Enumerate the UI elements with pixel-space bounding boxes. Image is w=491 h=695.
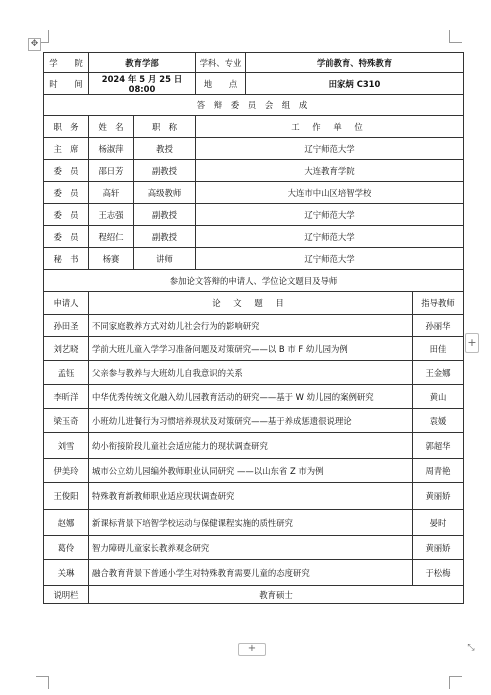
- applicants-col-thesis: 论 文 题 目: [89, 292, 413, 315]
- applicant-name[interactable]: 伊美玲: [44, 459, 89, 483]
- page-corner-mark-bottom-right: [449, 676, 462, 689]
- member-role[interactable]: 主 席: [44, 138, 89, 160]
- applicant-advisor[interactable]: 黄丽娇: [413, 536, 464, 560]
- member-unit[interactable]: 辽宁师范大学: [196, 226, 464, 248]
- applicant-name[interactable]: 葛伶: [44, 536, 89, 560]
- applicant-row: [44, 337, 464, 361]
- applicant-row: [44, 315, 464, 337]
- member-title[interactable]: 高级教师: [134, 182, 196, 204]
- committee-member-row: [44, 138, 464, 160]
- applicant-row: [44, 459, 464, 483]
- member-role[interactable]: 秘 书: [44, 248, 89, 270]
- member-unit[interactable]: 辽宁师范大学: [196, 248, 464, 270]
- committee-col-unit: 工 作 单 位: [196, 116, 464, 138]
- committee-member-row: [44, 160, 464, 182]
- member-title[interactable]: 讲师: [134, 248, 196, 270]
- member-name[interactable]: 高轩: [89, 182, 134, 204]
- applicant-thesis[interactable]: 父亲参与教养与大班幼儿自我意识的关系: [89, 361, 413, 385]
- applicant-row: [44, 433, 464, 459]
- member-role[interactable]: 委 员: [44, 204, 89, 226]
- committee-col-title: 职 称: [134, 116, 196, 138]
- applicant-thesis[interactable]: 不同家庭教养方式对幼儿社会行为的影响研究: [89, 315, 413, 337]
- applicant-advisor[interactable]: 黄丽娇: [413, 483, 464, 510]
- applicant-advisor[interactable]: 晏时: [413, 510, 464, 536]
- member-title[interactable]: 教授: [134, 138, 196, 160]
- applicant-advisor[interactable]: 田佳: [413, 337, 464, 361]
- applicant-advisor[interactable]: 郭超华: [413, 433, 464, 459]
- applicants-title-row: [44, 270, 464, 292]
- college-label: 学 院: [44, 53, 89, 73]
- discipline-value[interactable]: 学前教育、特殊教育: [246, 53, 464, 73]
- applicant-row: [44, 560, 464, 586]
- member-unit[interactable]: 辽宁师范大学: [196, 204, 464, 226]
- committee-title-row: [44, 95, 464, 116]
- add-row-plus-icon[interactable]: +: [238, 643, 266, 656]
- member-role[interactable]: 委 员: [44, 182, 89, 204]
- member-role[interactable]: 委 员: [44, 160, 89, 182]
- applicant-advisor[interactable]: 袁媛: [413, 409, 464, 433]
- applicant-row: [44, 409, 464, 433]
- applicant-advisor[interactable]: 周青艳: [413, 459, 464, 483]
- applicant-thesis[interactable]: 学前大班儿童入学学习准备问题及对策研究——以 B 市 F 幼儿园为例: [89, 337, 413, 361]
- committee-title: 答 辩 委 员 会 组 成: [44, 95, 464, 116]
- applicant-name[interactable]: 王俊阳: [44, 483, 89, 510]
- member-name[interactable]: 王志强: [89, 204, 134, 226]
- member-name[interactable]: 杨淑萍: [89, 138, 134, 160]
- note-row: [44, 586, 464, 604]
- member-name[interactable]: 邵日芳: [89, 160, 134, 182]
- applicants-title: 参加论文答辩的申请人、学位论文题目及导师: [44, 270, 464, 292]
- applicant-advisor[interactable]: 王金娜: [413, 361, 464, 385]
- applicant-thesis[interactable]: 融合教育背景下普通小学生对特殊教育需要儿童的态度研究: [89, 560, 413, 586]
- table-resize-icon[interactable]: ⤡: [467, 643, 475, 653]
- college-value[interactable]: 教育学部: [89, 53, 196, 73]
- member-name[interactable]: 杨赛: [89, 248, 134, 270]
- committee-member-row: [44, 182, 464, 204]
- applicants-header-row: [44, 292, 464, 315]
- college-row: [44, 53, 464, 73]
- member-unit[interactable]: 大连教育学院: [196, 160, 464, 182]
- applicant-advisor[interactable]: 黄山: [413, 385, 464, 409]
- defense-table: [43, 52, 464, 604]
- committee-col-role: 职 务: [44, 116, 89, 138]
- page-corner-mark-top-right: [449, 30, 462, 43]
- applicant-row: [44, 385, 464, 409]
- applicant-name[interactable]: 李昕洋: [44, 385, 89, 409]
- committee-header-row: [44, 116, 464, 138]
- applicant-name[interactable]: 赵娜: [44, 510, 89, 536]
- member-unit[interactable]: 大连市中山区培智学校: [196, 182, 464, 204]
- applicants-col-name: 申请人: [44, 292, 89, 315]
- time-value[interactable]: 2024 年 5 月 25 日 08:00: [89, 73, 196, 95]
- applicant-thesis[interactable]: 城市公立幼儿园编外教师职业认同研究 ——以山东省 Z 市为例: [89, 459, 413, 483]
- applicant-thesis[interactable]: 新课标背景下培智学校运动与保健课程实施的质性研究: [89, 510, 413, 536]
- applicant-row: [44, 510, 464, 536]
- member-role[interactable]: 委 员: [44, 226, 89, 248]
- place-value[interactable]: 田家炳 C310: [246, 73, 464, 95]
- applicant-thesis[interactable]: 中华优秀传统文化融入幼儿园教育活动的研究——基于 W 幼儿园的案例研究: [89, 385, 413, 409]
- applicant-thesis[interactable]: 幼小衔接阶段儿童社会适应能力的现状调查研究: [89, 433, 413, 459]
- discipline-label: 学科、专业: [196, 53, 246, 73]
- place-label: 地 点: [196, 73, 246, 95]
- time-label: 时 间: [44, 73, 89, 95]
- applicant-thesis[interactable]: 智力障碍儿童家长教养观念研究: [89, 536, 413, 560]
- applicants-col-advisor: 指导教师: [413, 292, 464, 315]
- applicant-name[interactable]: 孟钰: [44, 361, 89, 385]
- applicant-name[interactable]: 关琳: [44, 560, 89, 586]
- member-title[interactable]: 副教授: [134, 226, 196, 248]
- member-title[interactable]: 副教授: [134, 204, 196, 226]
- applicant-row: [44, 536, 464, 560]
- applicant-advisor[interactable]: 于松梅: [413, 560, 464, 586]
- member-name[interactable]: 程绍仁: [89, 226, 134, 248]
- member-title[interactable]: 副教授: [134, 160, 196, 182]
- committee-member-row: [44, 204, 464, 226]
- applicant-advisor[interactable]: 孙丽华: [413, 315, 464, 337]
- table-move-icon[interactable]: ✥: [28, 38, 41, 51]
- time-row: [44, 73, 464, 95]
- applicant-name[interactable]: 梁玉奇: [44, 409, 89, 433]
- applicant-thesis[interactable]: 特殊教育新教师职业适应现状调查研究: [89, 483, 413, 510]
- applicant-name[interactable]: 孙田圣: [44, 315, 89, 337]
- applicant-row: [44, 483, 464, 510]
- committee-col-name: 姓 名: [89, 116, 134, 138]
- applicant-name[interactable]: 刘雪: [44, 433, 89, 459]
- committee-member-row: [44, 248, 464, 270]
- committee-member-row: [44, 226, 464, 248]
- note-value[interactable]: 教育硕士: [89, 586, 464, 604]
- member-unit[interactable]: 辽宁师范大学: [196, 138, 464, 160]
- add-column-plus-icon[interactable]: +: [465, 333, 479, 353]
- applicant-thesis[interactable]: 小班幼儿进餐行为习惯培养现状及对策研究——基于养成惩遗很说理论: [89, 409, 413, 433]
- applicant-row: [44, 361, 464, 385]
- note-label: 说明栏: [44, 586, 89, 604]
- applicant-name[interactable]: 刘艺晓: [44, 337, 89, 361]
- page-corner-mark-bottom-left: [36, 676, 49, 689]
